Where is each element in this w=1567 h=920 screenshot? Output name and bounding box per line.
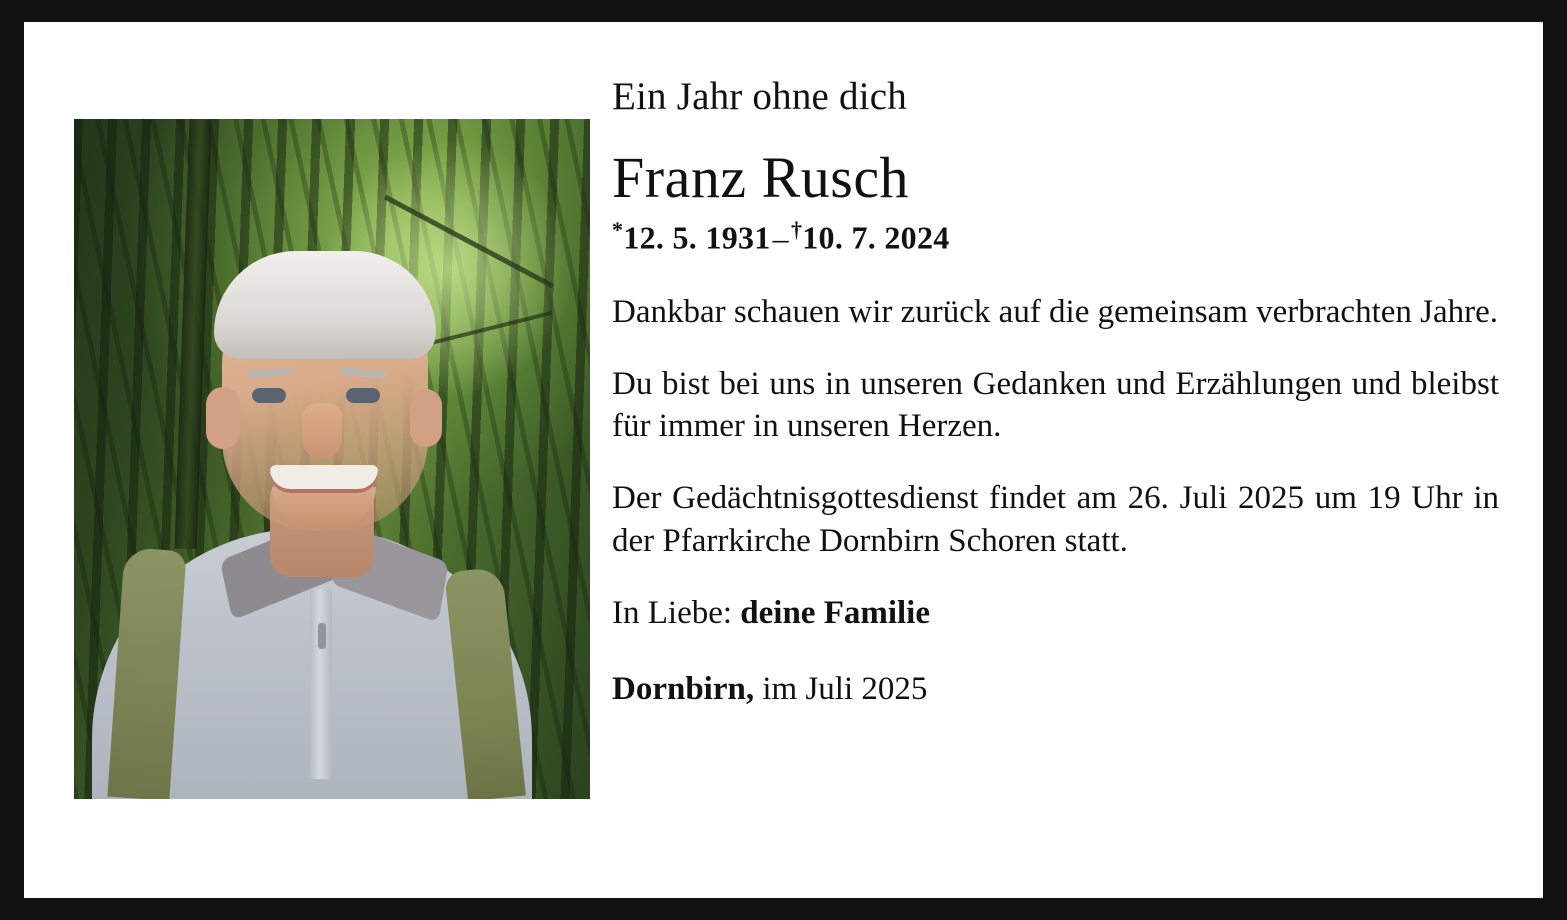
paragraph-remembrance: Du bist bei uns in unseren Gedanken und Erzählungen und bleibst für immer in unseren Herzen.	[612, 365, 1499, 445]
signoff-name: deine Familie	[740, 594, 930, 631]
birth-symbol: *	[612, 216, 624, 242]
place-date: im Juli 2025	[762, 670, 928, 707]
signoff-prefix: In Liebe:	[612, 594, 733, 631]
nose	[302, 403, 342, 459]
notice-content	[24, 22, 1543, 898]
shirt-placket	[310, 589, 332, 779]
smiling-mouth	[270, 465, 378, 493]
eye-left	[252, 388, 286, 403]
place-name: Dornbirn,	[612, 670, 755, 707]
life-dates	[612, 217, 1499, 257]
eye-right	[346, 388, 380, 403]
signoff	[612, 592, 1499, 634]
person-figure	[74, 119, 590, 799]
portrait-photo	[74, 119, 590, 799]
death-date: 10. 7. 2024	[802, 219, 950, 256]
deceased-name: Franz Rusch	[612, 145, 910, 211]
zipper-pull	[318, 623, 326, 649]
paragraph-service-details: Der Gedächtnisgottesdienst findet am 26. Juli 2025 um 19 Uhr in der Pfarrkirche Dornbirn Schoren statt.	[612, 480, 1499, 559]
ear-left	[206, 387, 240, 449]
headline: Ein Jahr ohne dich	[612, 75, 907, 118]
birth-date: 12. 5. 1931	[623, 219, 771, 256]
notice-inner-panel	[24, 22, 1543, 898]
photo-column	[24, 22, 594, 898]
death-symbol: †	[790, 216, 803, 242]
place-and-date	[612, 668, 1499, 710]
paragraph-gratitude: Dankbar schauen wir zurück auf die gemeinsam verbrachten Jahre.	[612, 293, 1499, 330]
date-dash: –	[772, 219, 789, 256]
ear-right	[410, 389, 442, 447]
text-column	[594, 22, 1543, 898]
hair	[214, 251, 436, 359]
